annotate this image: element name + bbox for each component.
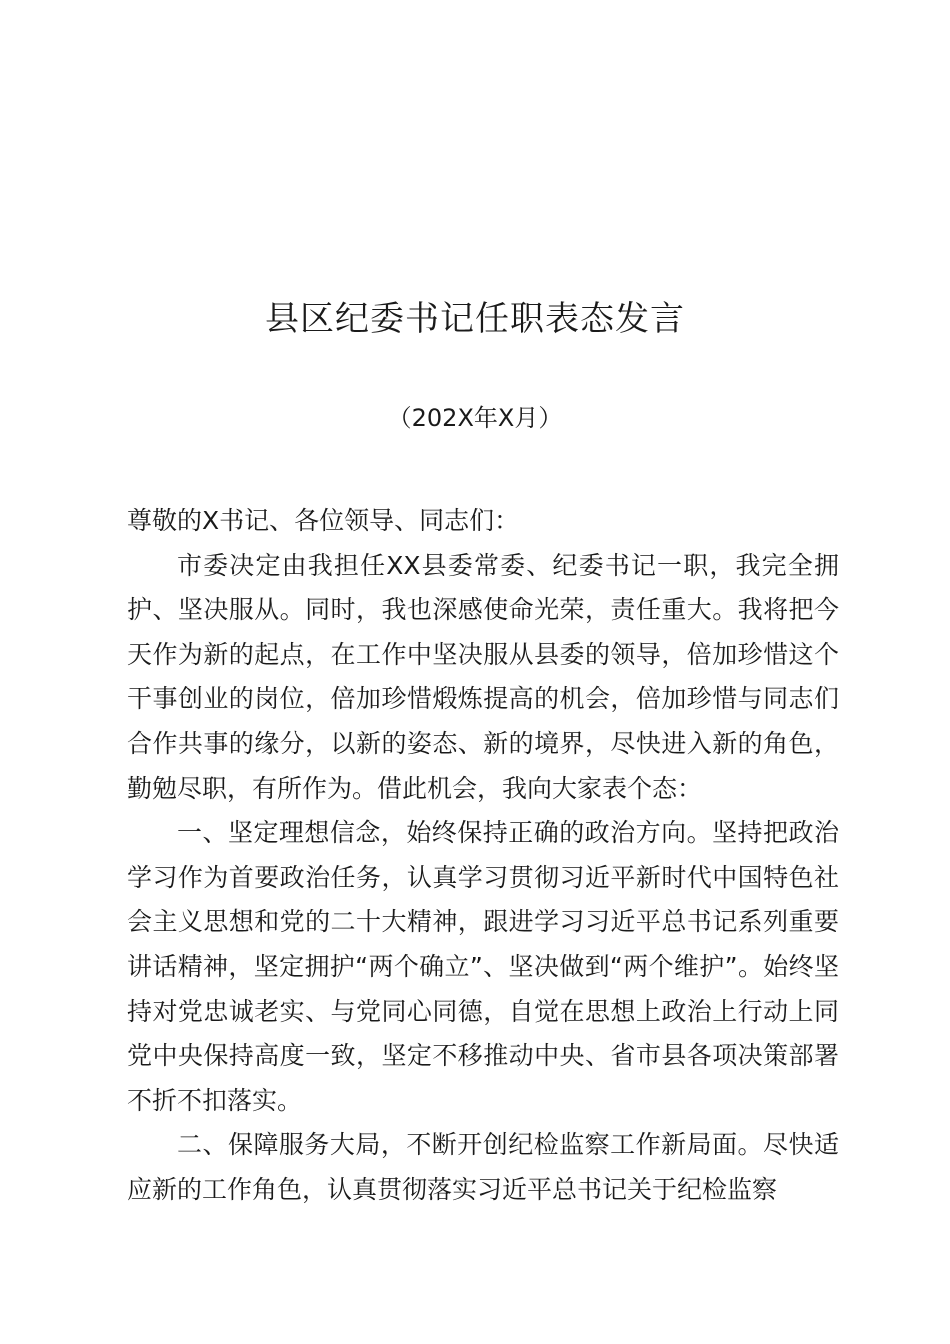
paragraph-3: 二、保障服务大局，不断开创纪检监察工作新局面。尽快适应新的工作角色，认真贯彻落实习近平总书记关于纪检监察 — [127, 1130, 839, 1204]
paragraph-2: 一、坚定理想信念，始终保持正确的政治方向。坚持把政治学习作为首要政治任务，认真学习贯彻习近平新时代中国特色社会主义思想和党的二十大精神，跟进学习习近平总书记系列重要讲话精神，坚定拥护“两个确立”、坚决做到“两个维护”。始终坚持对党忠诚老实、与党同心同德，自觉在思想上政治上行动上同党中央保持高度一致，坚定不移推动中央、省市县各项决策部署不折不扣落实。 — [127, 818, 839, 1115]
paragraph-1: 市委决定由我担任XX县委常委、纪委书记一职，我完全拥护、坚决服从。同时，我也深感使命光荣，责任重大。我将把今天作为新的起点，在工作中坚决服从县委的领导，倍加珍惜这个干事创业的岗位，倍加珍惜煅炼提高的机会，倍加珍惜与同志们合作共事的缘分，以新的姿态、新的境界，尽快进入新的角色，勤勉尽职，有所作为。借此机会，我向大家表个态： — [127, 550, 839, 803]
document-title: 县区纪委书记任职表态发言 — [265, 299, 685, 339]
document-date: （202X年X月） — [387, 404, 563, 432]
document-body — [127, 499, 839, 1213]
salutation: 尊敬的X书记、各位领导、同志们： — [127, 506, 520, 535]
